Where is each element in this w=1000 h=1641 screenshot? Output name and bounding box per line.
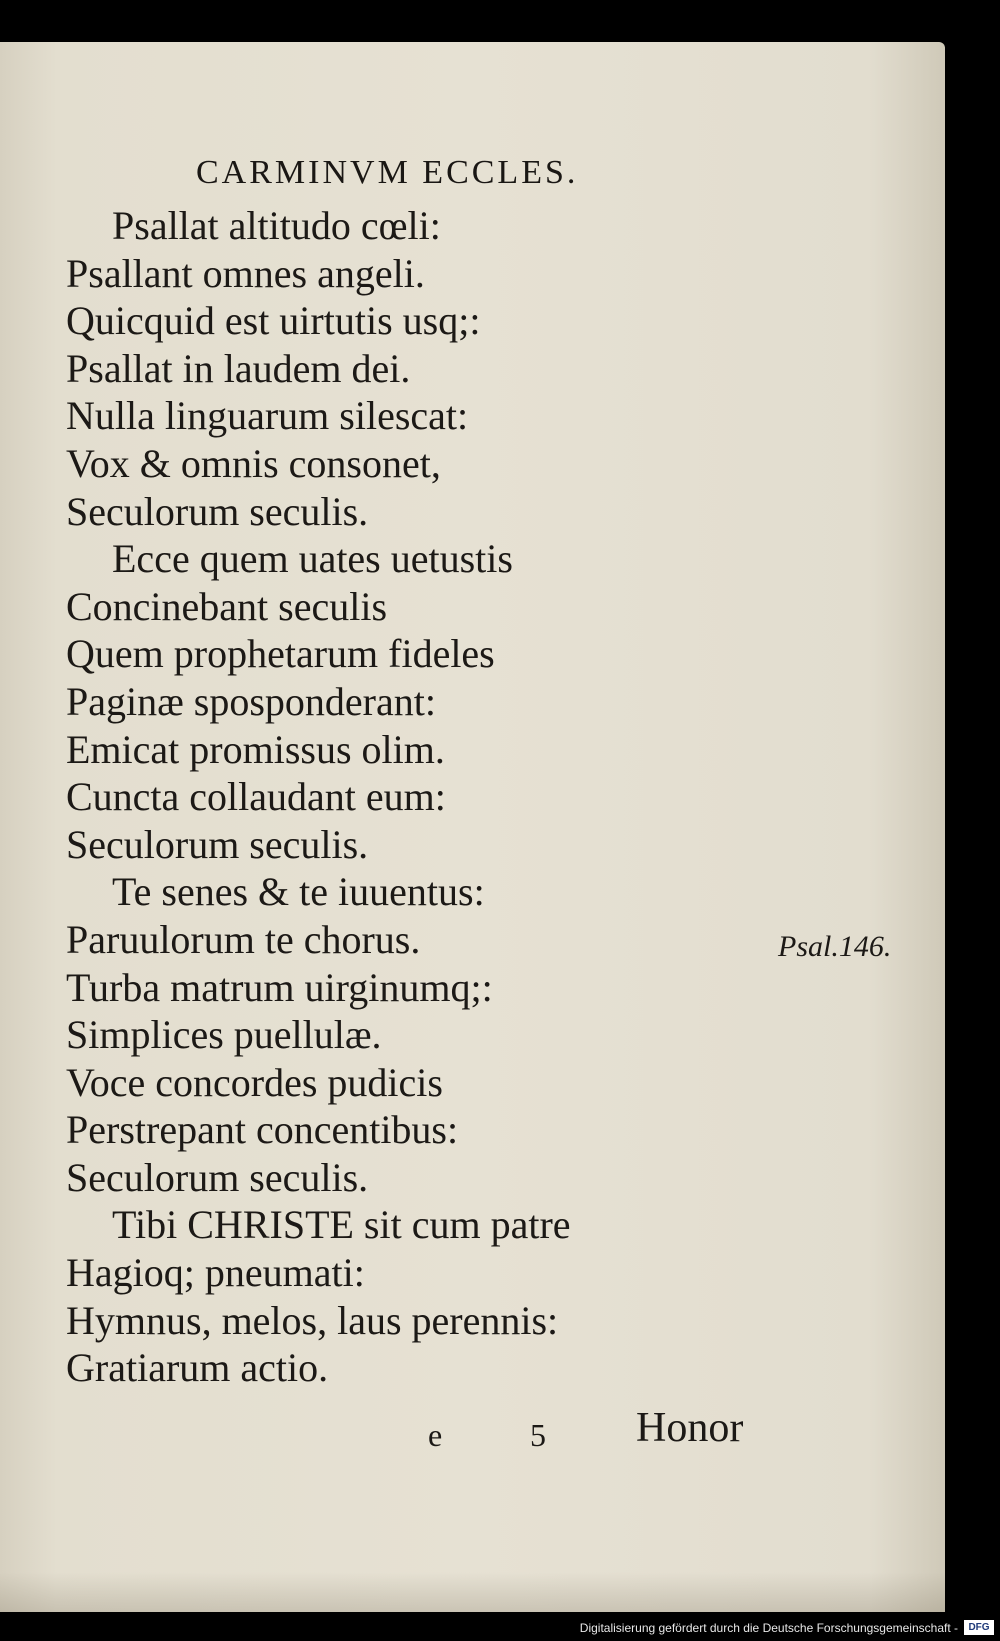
verse-line: Quicquid est uirtutis usq;: [66, 298, 481, 344]
verse-line: Quem prophetarum fideles [66, 631, 495, 677]
verse-line: Paruulorum te chorus. [66, 916, 421, 962]
running-head: CARMINVM ECCLES. [196, 154, 579, 191]
verse-line: Vox & omnis consonet, [66, 440, 441, 486]
book-page [0, 42, 945, 1612]
verse-line: Perstrepant concentibus: [66, 1107, 459, 1153]
verse-line: Turba matrum uirginumq;: [66, 964, 493, 1010]
signature-number: 5 [530, 1417, 546, 1453]
verse-line: Psallat in laudem dei. [66, 345, 411, 391]
verse-line: Paginæ sposponderant: [66, 678, 436, 724]
verse-block [66, 202, 571, 1392]
verse-line: Simplices puellulæ. [66, 1012, 382, 1058]
dfg-logo-icon: DFG [964, 1620, 994, 1635]
verse-line: Psallat altitudo cœli: [112, 203, 441, 248]
verse-line: Cuncta collaudant eum: [66, 774, 446, 820]
signature-mark: e [428, 1417, 443, 1453]
verse-line: Psallant omnes angeli. [66, 250, 425, 296]
funding-credit: Digitalisierung gefördert durch die Deutsche Forschungsgemeinschaft - [579, 1621, 958, 1635]
verse-line: Voce concordes pudicis [66, 1059, 443, 1105]
verse-line: Emicat promissus olim. [66, 726, 445, 772]
verse-line: Ecce quem uates uetustis [112, 536, 513, 582]
verse-line: Seculorum seculis. [66, 488, 369, 534]
verse-line: Concinebant seculis [66, 583, 388, 629]
verse-line: Te senes & te iuuentus: [112, 869, 485, 915]
verse-line: Seculorum seculis. [66, 821, 369, 867]
verse-line: Seculorum seculis. [66, 1154, 369, 1200]
margin-note: Psal.146. [778, 930, 892, 963]
verse-line: Nulla linguarum silescat: [66, 393, 469, 439]
footer-bar [0, 1612, 1000, 1641]
verse-line: Tibi CHRISTE sit cum patre [112, 1202, 571, 1248]
verse-line: Hymnus, melos, laus perennis: [66, 1297, 559, 1343]
catchword: Honor [636, 1405, 744, 1451]
verse-line: Gratiarum actio. [66, 1345, 329, 1391]
verse-line: Hagioq; pneumati: [66, 1250, 365, 1296]
